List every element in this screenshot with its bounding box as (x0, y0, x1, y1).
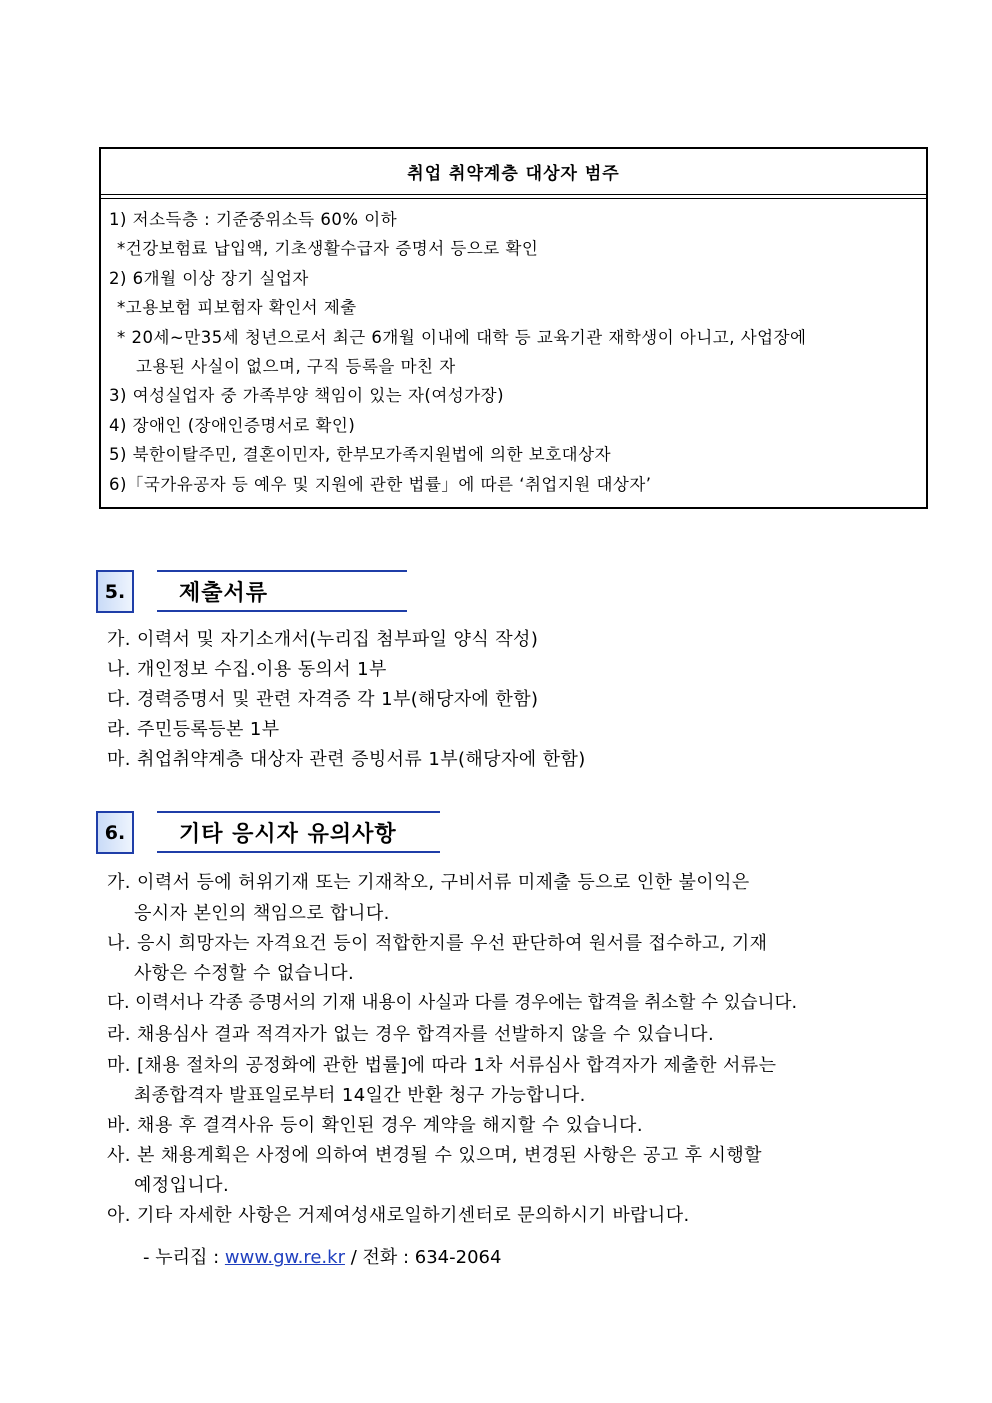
notice-item: 마. [채용 절차의 공정화에 관한 법률]에 따라 1차 서류심사 합격자가 제출한 서류는 (107, 1055, 777, 1076)
notice-item-continued: 최종합격자 발표일로부터 14일간 반환 청구 가능합니다. (134, 1085, 586, 1106)
website-link[interactable]: www.gw.re.kr (224, 1247, 345, 1268)
criteria-item: 4) 장애인 (장애인증명서로 확인) (109, 415, 356, 435)
submission-item: 다. 경력증명서 및 관련 자격증 각 1부(해당자에 한함) (107, 689, 539, 710)
criteria-item: 6)「국가유공자 등 예우 및 지원에 관한 법률」에 따른 ‘취업지원 대상자’ (109, 474, 652, 494)
criteria-item: 2) 6개월 이상 장기 실업자 (109, 268, 309, 288)
notice-item-continued: 응시자 본인의 책임으로 합니다. (134, 903, 390, 924)
section-6-title: 기타 응시자 유의사항 (157, 811, 440, 853)
criteria-list (101, 199, 926, 499)
notice-item: 아. 기타 자세한 사항은 거제여성새로일하기센터로 문의하시기 바랍니다. (107, 1205, 690, 1226)
notice-item-continued: 예정입니다. (134, 1175, 230, 1196)
notice-item-continued: 사항은 수정할 수 없습니다. (134, 963, 355, 984)
criteria-box (99, 147, 928, 509)
notice-item: 사. 본 채용계획은 사정에 의하여 변경될 수 있으며, 변경된 사항은 공고 후 시행할 (107, 1145, 762, 1166)
criteria-item: 5) 북한이탈주민, 결혼이민자, 한부모가족지원법에 의한 보호대상자 (109, 445, 612, 465)
criteria-note: *고용보험 피보험자 확인서 제출 (117, 298, 357, 318)
contact-line (143, 1243, 501, 1269)
section-6-number: 6. (96, 811, 134, 854)
notice-item: 나. 응시 희망자는 자격요건 등이 적합한지를 우선 판단하여 원서를 접수하고, 기재 (107, 933, 768, 954)
section-5-title: 제출서류 (157, 570, 407, 612)
notice-item: 바. 채용 후 결격사유 등이 확인된 경우 계약을 해지할 수 있습니다. (107, 1115, 643, 1136)
submission-item: 가. 이력서 및 자기소개서(누리집 첨부파일 양식 작성) (107, 629, 539, 650)
notice-item: 가. 이력서 등에 허위기재 또는 기재착오, 구비서류 미제출 등으로 인한 불이익은 (107, 872, 750, 893)
submission-item: 나. 개인정보 수집.이용 동의서 1부 (107, 659, 387, 680)
submission-item: 라. 주민등록등본 1부 (107, 719, 280, 740)
notice-item: 다. 이력서나 각종 증명서의 기재 내용이 사실과 다를 경우에는 합격을 취소할 수 있습니다. (107, 993, 798, 1013)
phone-label: / 전화 : (344, 1247, 415, 1268)
criteria-note-continued: 고용된 사실이 없으며, 구직 등록을 마친 자 (136, 356, 456, 376)
criteria-title: 취업 취약계층 대상자 범주 (101, 149, 926, 195)
criteria-item: 3) 여성실업자 중 가족부양 책임이 있는 자(여성가장) (109, 386, 505, 406)
submission-item: 마. 취업취약계층 대상자 관련 증빙서류 1부(해당자에 한함) (107, 749, 586, 770)
section-5-number: 5. (96, 570, 134, 613)
criteria-item: 1) 저소득층 : 기준중위소득 60% 이하 (109, 210, 398, 229)
criteria-note: * 20세~만35세 청년으로서 최근 6개월 이내에 대학 등 교육기관 재학생이 아니고, 사업장에 (117, 327, 807, 347)
contact-prefix: - 누리집 : (143, 1247, 225, 1268)
criteria-note: *건강보험료 납입액, 기초생활수급자 증명서 등으로 확인 (117, 239, 539, 259)
notice-item: 라. 채용심사 결과 적격자가 없는 경우 합격자를 선발하지 않을 수 있습니다. (107, 1024, 715, 1045)
phone-number: 634-2064 (414, 1247, 502, 1268)
